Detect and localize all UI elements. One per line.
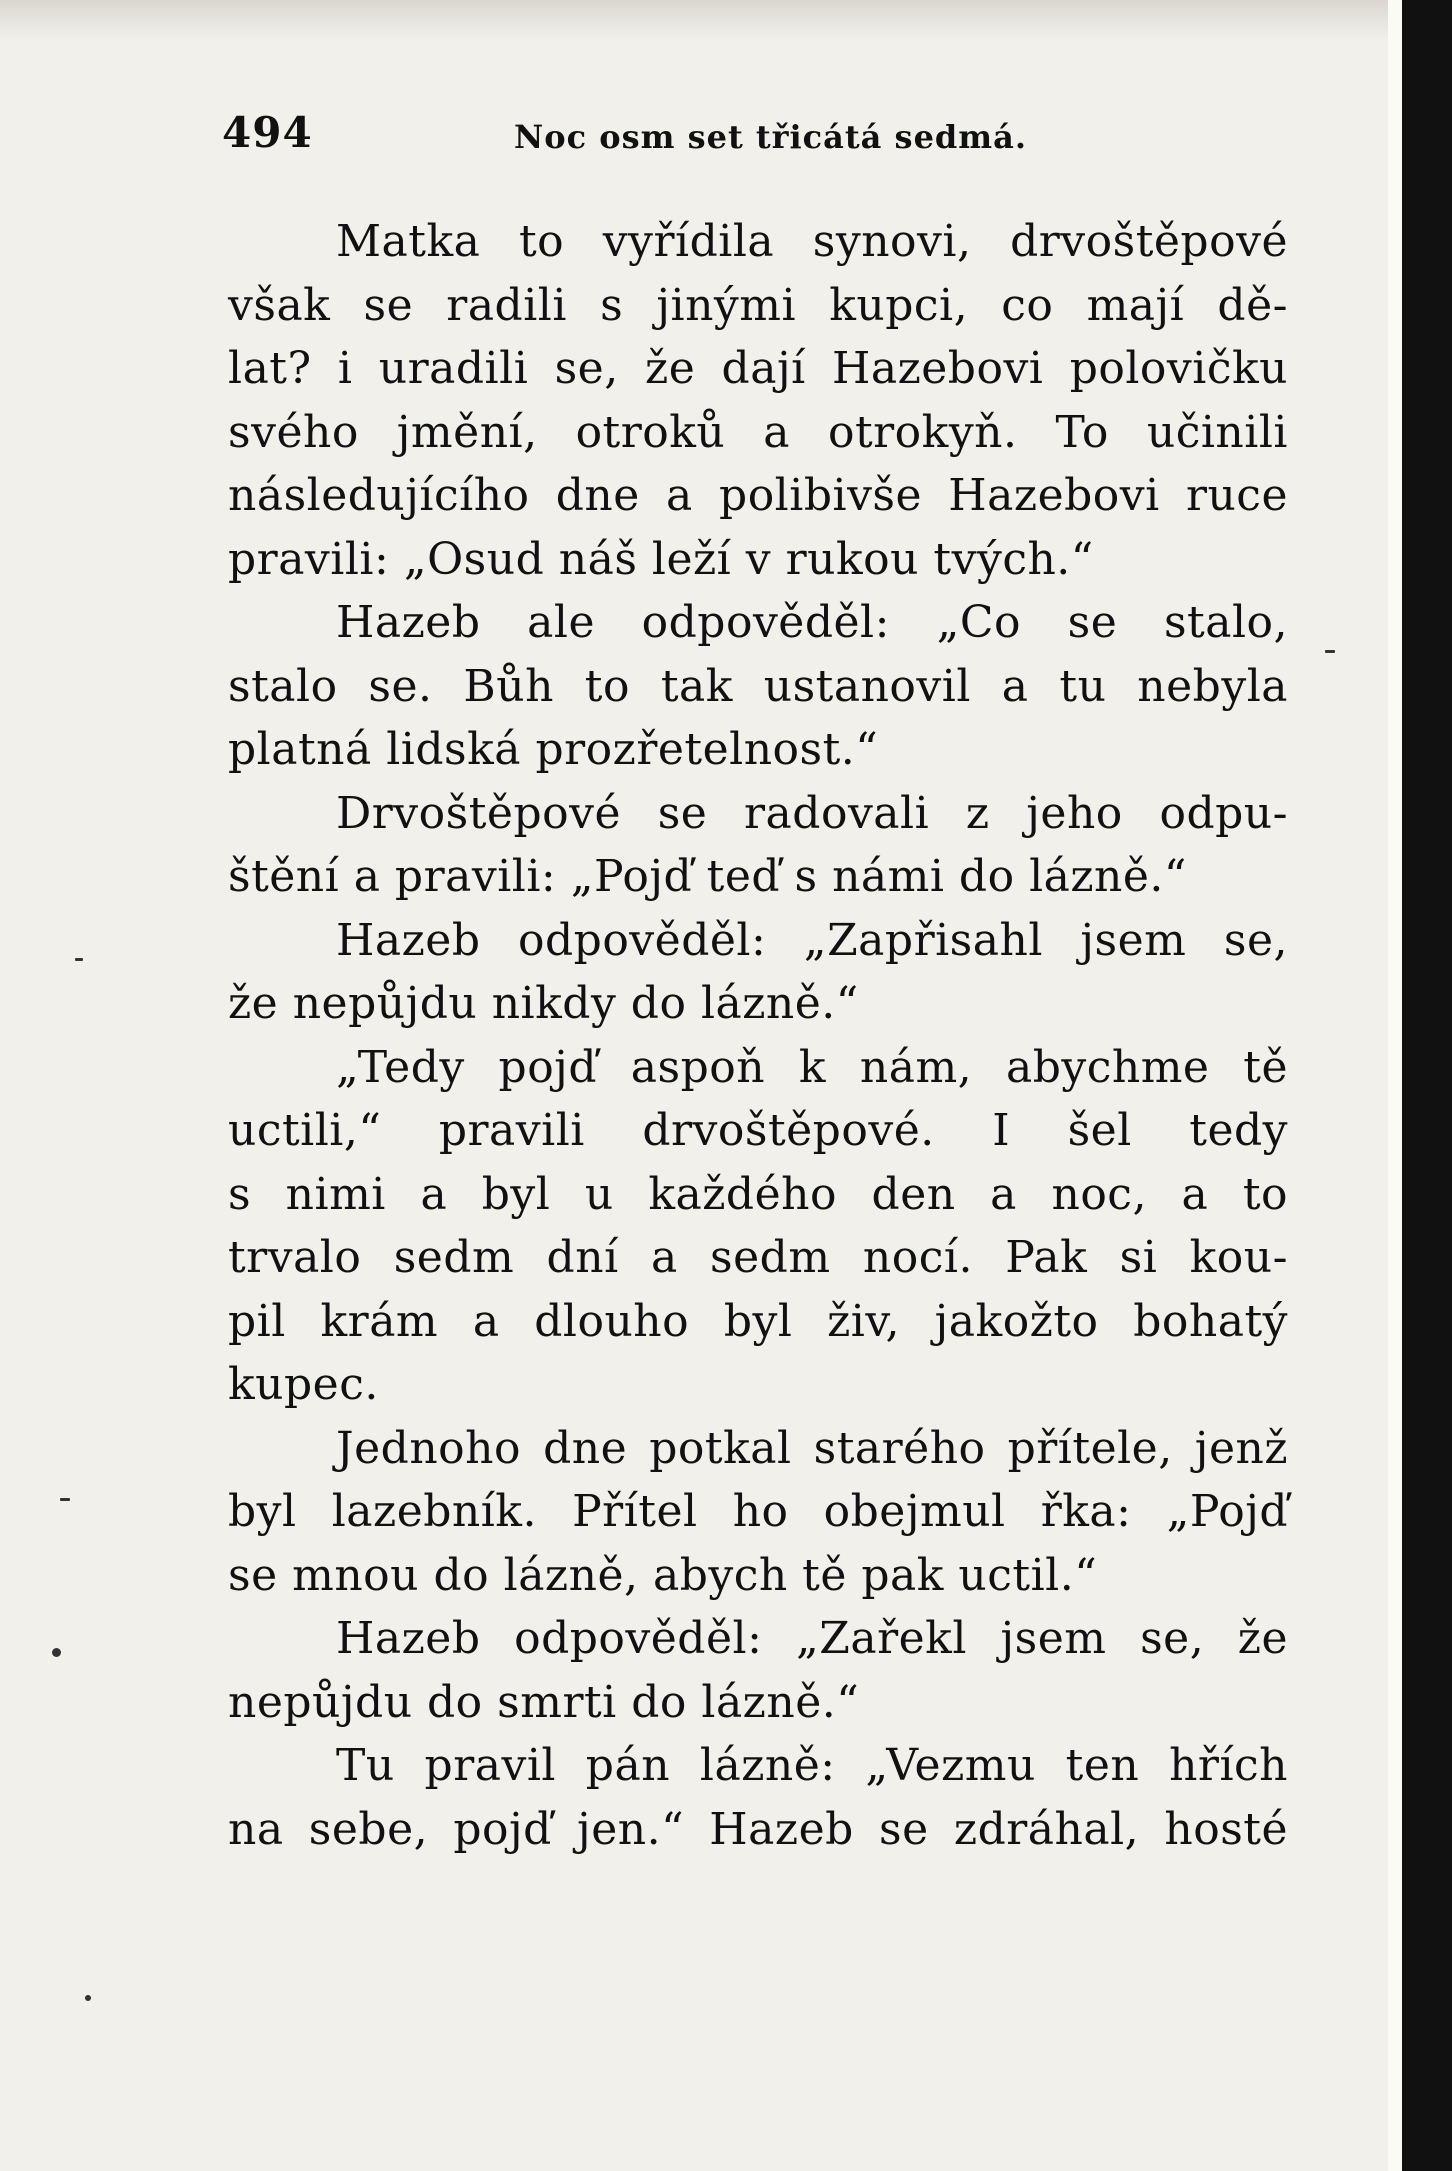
text-line: na sebe, pojď jen.“ Hazeb se zdráhal, hosté (228, 1803, 1288, 1855)
scan-border (1402, 0, 1452, 2171)
text-line: Matka to vyřídila synovi, drvoštěpové (336, 216, 1288, 267)
text-line: stalo se. Bůh to tak ustanovil a tu nebyla (228, 660, 1288, 712)
text-line: následujícího dne a polibivše Hazebovi ruce (228, 470, 1288, 521)
text-line: s nimi a byl u každého den a noc, a to (228, 1168, 1288, 1220)
text-line: Jednoho dne potkal starého přítele, jenž (336, 1422, 1288, 1474)
text-line: uctili,“ pravili drvoštěpové. I šel tedy (228, 1105, 1288, 1156)
running-head: Noc osm set třicátá sedmá. (514, 118, 1028, 156)
text-line: „Tedy pojď aspoň k nám, abychme tě (336, 1041, 1288, 1093)
text-line: trvalo sedm dní a sedm nocí. Pak si kou- (228, 1232, 1288, 1283)
paper-speck (85, 1995, 91, 2001)
text-line: kupec. (228, 1359, 379, 1410)
text-line: byl lazebník. Přítel ho obejmul řka: „Pojď (228, 1486, 1288, 1537)
text-line: Drvoštěpové se radovali z jeho odpu- (336, 787, 1288, 839)
text-line: Hazeb odpověděl: „Zapřisahl jsem se, (336, 914, 1288, 966)
paper-speck (52, 1648, 61, 1657)
text-line: štění a pravili: „Pojď teď s námi do lázně.“ (228, 851, 1187, 902)
text-line: se mnou do lázně, abych tě pak uctil.“ (228, 1549, 1098, 1601)
page-header (222, 108, 1222, 168)
text-line: pil krám a dlouho byl živ, jakožto bohatý (228, 1295, 1288, 1347)
text-line: nepůjdu do smrti do lázně.“ (228, 1676, 860, 1728)
text-line: že nepůjdu nikdy do lázně.“ (228, 978, 859, 1029)
text-line: svého jmění, otroků a otrokyň. To učinili (228, 406, 1288, 458)
text-line: lat? i uradili se, že dají Hazebovi polovičku (228, 343, 1288, 394)
page-number: 494 (222, 108, 313, 157)
text-line: však se radili s jinými kupci, co mají dě- (228, 279, 1288, 331)
body-text (228, 210, 1288, 1861)
text-line: Hazeb ale odpověděl: „Co se stalo, (336, 597, 1288, 648)
paper-speck (1325, 650, 1335, 653)
paper-speck (75, 958, 83, 961)
text-line: pravili: „Osud náš leží v rukou tvých.“ (228, 533, 1094, 585)
page-edge-highlight (1388, 0, 1402, 2171)
text-line: Tu pravil pán lázně: „Vezmu ten hřích (336, 1740, 1288, 1791)
page-top-shadow (0, 0, 1388, 40)
text-line: Hazeb odpověděl: „Zařekl jsem se, že (336, 1613, 1288, 1664)
paper-speck (60, 1498, 70, 1501)
text-line: platná lidská prozřetelnost.“ (228, 724, 879, 775)
